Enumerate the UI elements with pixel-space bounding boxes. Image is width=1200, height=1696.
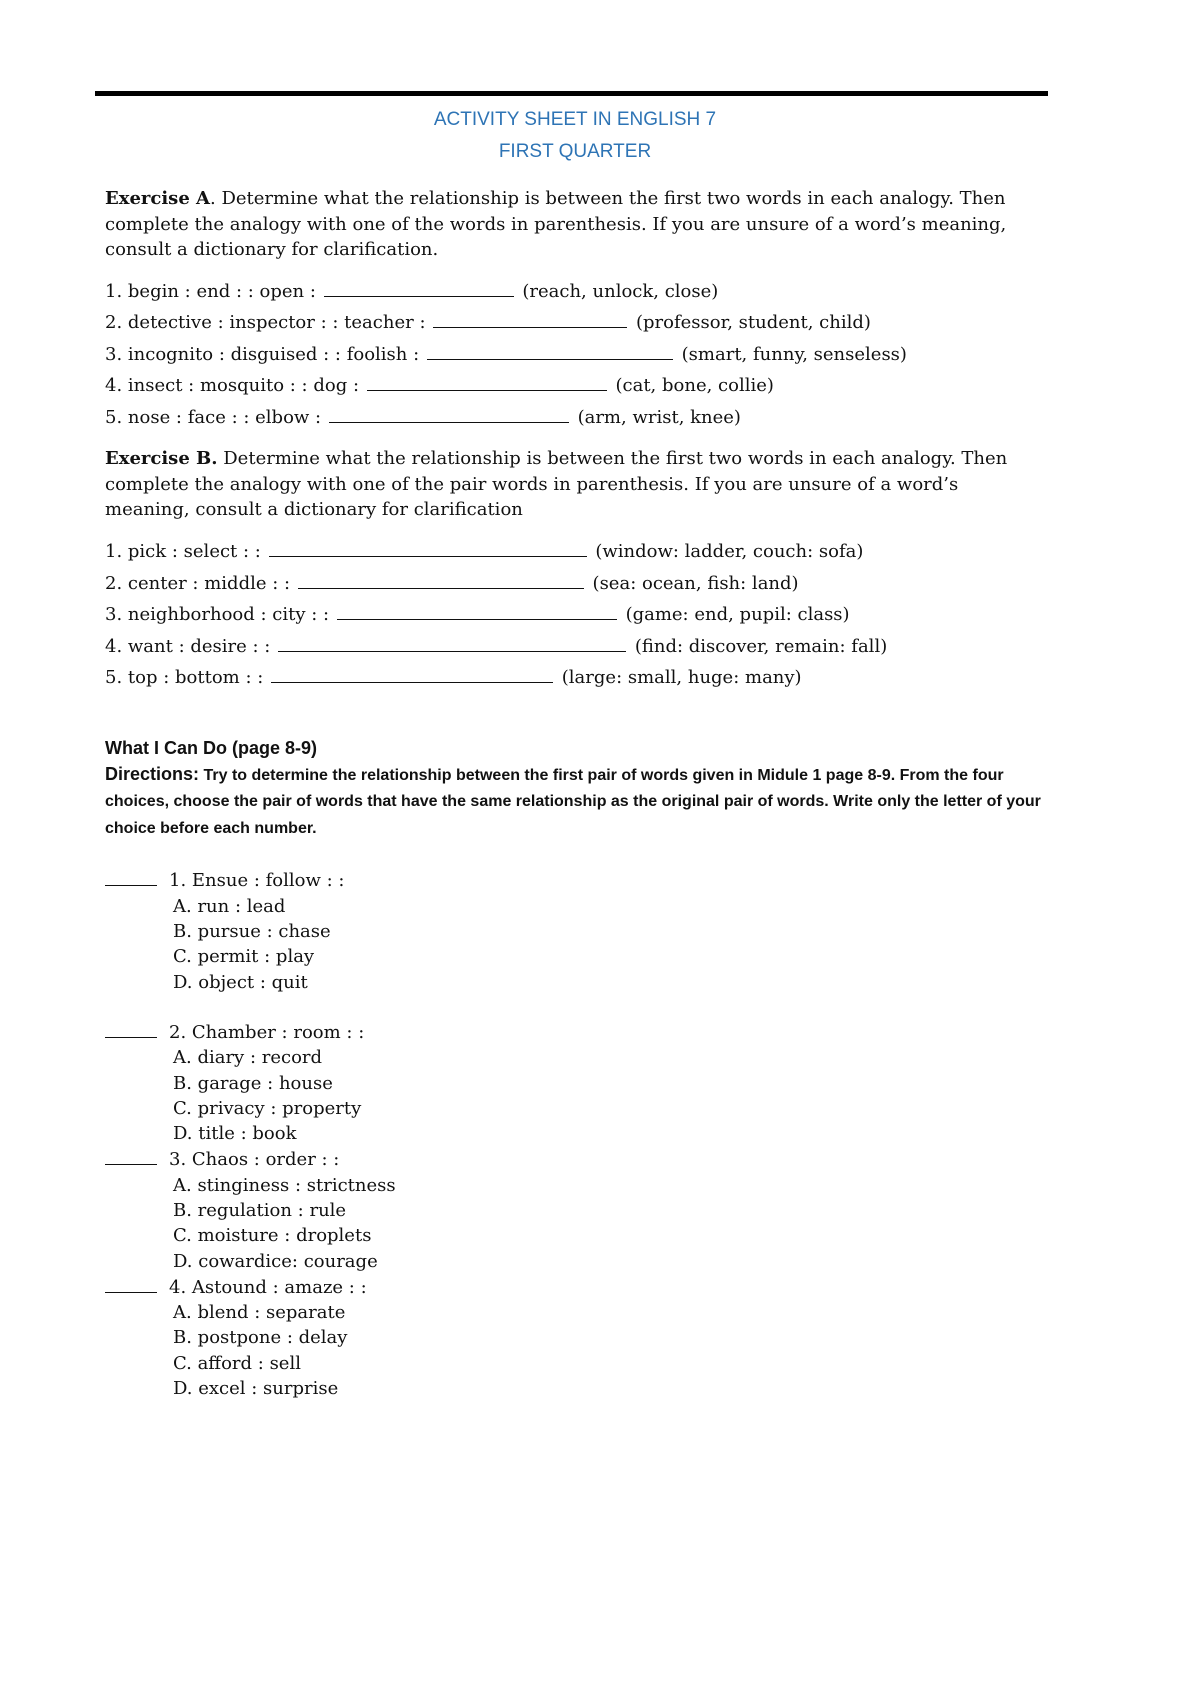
option: B. garage : house — [173, 1072, 333, 1094]
question-list — [105, 867, 1045, 1401]
question-stem-row — [105, 1146, 1045, 1172]
exercise-b-items — [105, 536, 1045, 694]
item-prompt: 2. detective : inspector : : teacher : — [105, 312, 426, 334]
item-choices: (reach, unlock, close) — [522, 280, 719, 302]
item-choices: (cat, bone, collie) — [615, 375, 774, 397]
option: D. cowardice: courage — [173, 1250, 378, 1272]
answer-blank[interactable] — [271, 664, 553, 683]
item-prompt: 5. top : bottom : : — [105, 667, 264, 689]
option: B. postpone : delay — [173, 1327, 348, 1349]
exercise-a-text: . Determine what the relationship is between the first two words in each analogy. Then complete the analogy with one of the words in parenthesis. If you are unsure of a word’s meaning, consult a dictionary for clarification. — [105, 188, 1007, 260]
item-choices: (window: ladder, couch: sofa) — [595, 540, 864, 562]
question-stem: 3. Chaos : order : : — [169, 1149, 340, 1171]
exercise-a-item — [105, 276, 1045, 308]
top-rule — [95, 91, 1048, 96]
option: C. afford : sell — [173, 1352, 301, 1374]
question-stem-row — [105, 867, 1045, 893]
option: A. run : lead — [173, 895, 286, 917]
exercise-a-label: Exercise A — [105, 188, 211, 209]
exercise-a-item — [105, 307, 1045, 339]
item-prompt: 3. incognito : disguised : : foolish : — [105, 343, 420, 365]
option: A. stinginess : strictness — [173, 1174, 396, 1196]
question-stem-row — [105, 1019, 1045, 1045]
what-i-can-do-heading: What I Can Do (page 8-9) — [105, 737, 318, 758]
exercise-a-item — [105, 370, 1045, 402]
exercise-a-instructions — [105, 186, 1045, 263]
item-prompt: 4. want : desire : : — [105, 635, 271, 657]
exercise-a-item — [105, 339, 1045, 371]
option: C. privacy : property — [173, 1097, 362, 1119]
item-prompt: 3. neighborhood : city : : — [105, 604, 330, 626]
exercise-b-item — [105, 536, 1045, 568]
exercise-b-label: Exercise B. — [105, 448, 218, 470]
question-stem: 4. Astound : amaze : : — [169, 1276, 367, 1298]
option: B. regulation : rule — [173, 1200, 347, 1221]
exercise-b-text: Determine what the relationship is between the first two words in each analogy. Then complete the analogy with one of the pair words in parenthesis. If you are unsure of a word’s meaning, consult a dictionary for clarification — [105, 448, 1008, 521]
sheet-title: ACTIVITY SHEET IN ENGLISH 7 — [433, 109, 717, 130]
answer-blank[interactable] — [324, 278, 514, 297]
answer-blank[interactable] — [337, 601, 617, 620]
answer-blank[interactable] — [298, 570, 584, 589]
answer-blank[interactable] — [105, 1019, 157, 1038]
exercise-b-item — [105, 568, 1045, 600]
activity-sheet — [105, 104, 1045, 1401]
item-choices: (arm, wrist, knee) — [577, 406, 741, 428]
question — [105, 1146, 1045, 1273]
option: C. moisture : droplets — [173, 1225, 372, 1247]
option: C. permit : play — [173, 946, 315, 968]
option: A. diary : record — [173, 1047, 323, 1069]
option: D. excel : surprise — [173, 1378, 339, 1400]
question-stem-row — [105, 1274, 1045, 1300]
sheet-subtitle: FIRST QUARTER — [498, 141, 652, 162]
option: B. pursue : chase — [173, 921, 331, 943]
exercise-a-item — [105, 402, 1045, 434]
answer-blank[interactable] — [278, 633, 626, 652]
answer-blank[interactable] — [269, 538, 587, 557]
item-prompt: 2. center : middle : : — [105, 572, 291, 594]
option: A. blend : separate — [173, 1302, 346, 1324]
question — [105, 1019, 1045, 1146]
exercise-b-instructions — [105, 446, 1045, 523]
answer-blank[interactable] — [105, 867, 157, 886]
answer-blank[interactable] — [433, 309, 627, 328]
item-prompt: 1. begin : end : : open : — [105, 280, 316, 302]
answer-blank[interactable] — [329, 404, 569, 423]
question-stem: 1. Ensue : follow : : — [169, 870, 345, 892]
directions — [105, 761, 1045, 843]
directions-text: Try to determine the relationship between the first pair of words given in Midule 1 page 8-9. From the four choices, choose the pair of words that have the same relationship as the original pair of words. Write only the letter of your choice before each number. — [105, 766, 1041, 837]
answer-blank[interactable] — [427, 341, 673, 360]
item-prompt: 4. insect : mosquito : : dog : — [105, 375, 360, 397]
exercise-b-item — [105, 599, 1045, 631]
directions-label: Directions: — [105, 763, 200, 784]
item-choices: (game: end, pupil: class) — [625, 604, 850, 626]
answer-blank[interactable] — [105, 1274, 157, 1293]
item-prompt: 1. pick : select : : — [105, 540, 261, 562]
option: D. title : book — [173, 1123, 297, 1145]
exercise-b-item — [105, 662, 1045, 694]
item-choices: (professor, student, child) — [635, 312, 871, 334]
question — [105, 1274, 1045, 1401]
question-stem: 2. Chamber : room : : — [169, 1021, 365, 1043]
item-choices: (sea: ocean, fish: land) — [592, 572, 799, 594]
answer-blank[interactable] — [367, 372, 607, 391]
exercise-a-items — [105, 276, 1045, 434]
question — [105, 867, 1045, 994]
answer-blank[interactable] — [105, 1146, 157, 1165]
option: D. object : quit — [173, 971, 308, 993]
exercise-b-item — [105, 631, 1045, 663]
item-prompt: 5. nose : face : : elbow : — [105, 406, 322, 428]
item-choices: (find: discover, remain: fall) — [634, 635, 888, 657]
item-choices: (smart, funny, senseless) — [681, 343, 907, 365]
item-choices: (large: small, huge: many) — [561, 667, 802, 689]
